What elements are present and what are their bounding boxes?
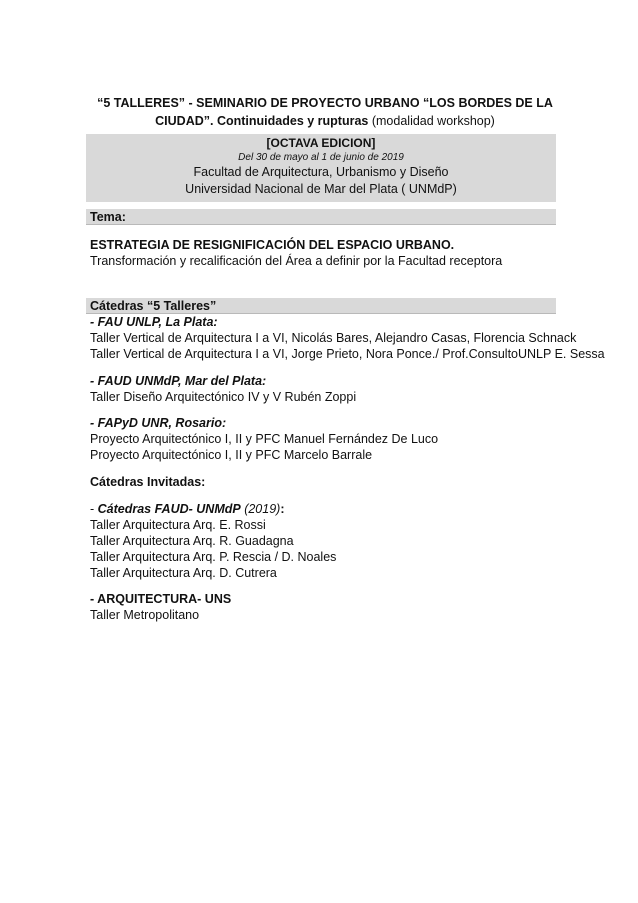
group-heading-fau-unlp: - FAU UNLP, La Plata: (90, 315, 218, 329)
event-dates: Del 30 de mayo al 1 de junio de 2019 (238, 152, 404, 163)
faculty-name: Facultad de Arquitectura, Urbanismo y Diseño (193, 165, 449, 179)
list-item: Taller Diseño Arquitectónico IV y V Rubén Zoppi (90, 390, 357, 404)
list-item: Taller Arquitectura Arq. R. Guadagna (90, 534, 294, 548)
tema-heading: ESTRATEGIA DE RESIGNIFICACIÓN DEL ESPACIO URBANO. (90, 238, 455, 252)
list-item: Taller Metropolitano (90, 608, 200, 622)
heading-dash: - (90, 502, 98, 516)
group-heading-arquitectura-uns: - ARQUITECTURA- UNS (90, 592, 232, 606)
group-heading-faud-invitadas (90, 501, 285, 517)
list-item: Taller Arquitectura Arq. E. Rossi (90, 518, 266, 532)
heading-bold: Cátedras FAUD- UNMdP (97, 502, 241, 516)
edition-header-box (86, 134, 556, 202)
edition-label: [OCTAVA EDICION] (266, 136, 376, 150)
heading-year: (2019) (240, 502, 281, 516)
catedras-section-bar: Cátedras “5 Talleres” (86, 298, 556, 314)
list-item: Proyecto Arquitectónico I, II y PFC Marcelo Barrale (90, 448, 373, 462)
list-item: Taller Arquitectura Arq. P. Rescia / D. Noales (90, 550, 337, 564)
tema-text: Transformación y recalificación del Área a definir por la Facultad receptora (90, 254, 503, 268)
title-line-2-normal: (modalidad workshop) (371, 114, 495, 128)
list-item: Taller Vertical de Arquitectura I a VI, Nicolás Bares, Alejandro Casas, Florencia Schnack (90, 331, 577, 345)
list-item: Taller Arquitectura Arq. D. Cutrera (90, 566, 277, 580)
group-heading-fapyd-unr: - FAPyD UNR, Rosario: (90, 416, 227, 430)
title-line-1: “5 TALLERES” - SEMINARIO DE PROYECTO URBANO “LOS BORDES DE LA (97, 96, 553, 110)
title-line-2-bold: CIUDAD”. Continuidades y rupturas (155, 114, 369, 128)
title-line-2 (95, 112, 555, 130)
list-item: Proyecto Arquitectónico I, II y PFC Manuel Fernández De Luco (90, 432, 439, 446)
group-heading-faud-unmdp: - FAUD UNMdP, Mar del Plata: (90, 374, 267, 388)
document-title (95, 94, 555, 130)
tema-section-bar: Tema: (86, 209, 556, 225)
heading-colon: : (280, 502, 285, 516)
university-name: Universidad Nacional de Mar del Plata ( UNMdP) (185, 182, 457, 196)
list-item: Taller Vertical de Arquitectura I a VI, Jorge Prieto, Nora Ponce./ Prof.ConsultoUNLP E. Sessa (90, 347, 605, 361)
invitadas-heading: Cátedras Invitadas: (90, 475, 206, 489)
